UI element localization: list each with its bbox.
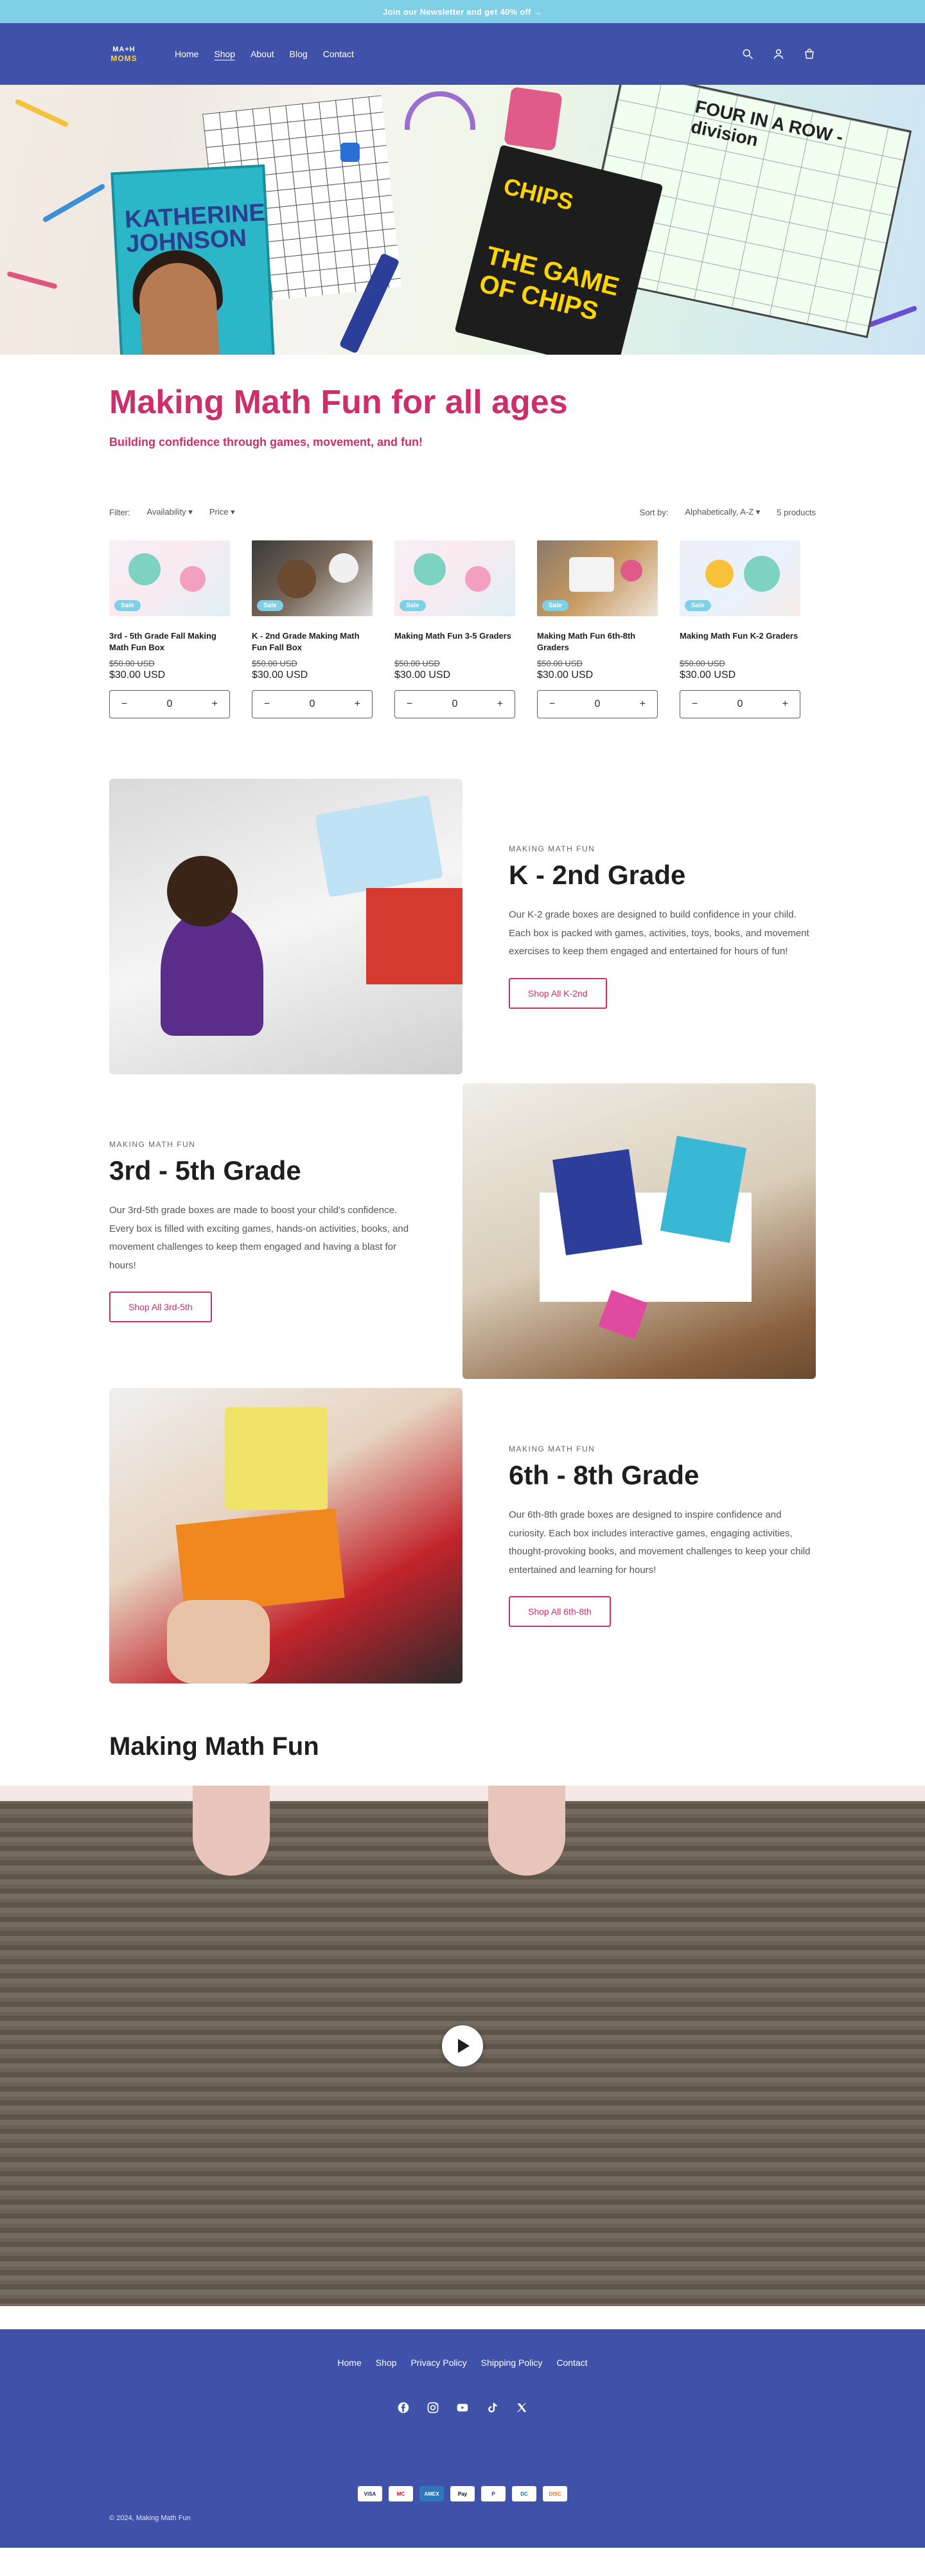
quantity-stepper (252, 690, 373, 718)
logo-line2: MOMS (110, 53, 137, 63)
product-title[interactable]: Making Math Fun K-2 Graders (680, 631, 798, 641)
product-image[interactable] (537, 540, 658, 616)
feature-eyebrow: MAKING MATH FUN (509, 844, 595, 854)
visa-icon: VISA (358, 2486, 382, 2501)
filter-label: Filter: (109, 507, 130, 517)
qty-minus-button[interactable]: − (407, 698, 413, 709)
price-filter[interactable]: Price ▾ (209, 507, 235, 517)
sale-price: $30.00 USD (252, 670, 308, 680)
search-icon[interactable] (741, 48, 754, 60)
regular-price: $50.00 USD (252, 659, 297, 668)
qty-minus-button[interactable]: − (121, 698, 128, 709)
tiktok-icon[interactable] (486, 2401, 498, 2414)
social-links (0, 2401, 925, 2414)
facebook-icon[interactable] (397, 2401, 410, 2414)
mastercard-icon: MC (389, 2486, 413, 2501)
feature-description: Our K-2 grade boxes are designed to build confidence in your child. Each box is packed with games, activities, toys, books, and movement exercises to keep them engaged and entertained for hours of fun! (509, 909, 809, 957)
header-icons (741, 48, 816, 60)
footer-link-shop[interactable]: Shop (375, 2358, 397, 2368)
product-image[interactable] (109, 540, 230, 616)
protractor (405, 91, 475, 130)
youtube-icon[interactable] (456, 2401, 469, 2414)
feature-image-k2 (109, 779, 463, 1074)
confetti (42, 183, 105, 223)
qty-plus-button[interactable]: + (639, 698, 646, 709)
footer-link-home[interactable]: Home (337, 2358, 362, 2368)
product-title[interactable]: Making Math Fun 6th-8th Graders (537, 631, 636, 652)
regular-price: $50.00 USD (537, 659, 583, 668)
feature-k2 (109, 779, 816, 1074)
feature-title: K - 2nd Grade (509, 860, 686, 891)
product-count: 5 products (777, 507, 816, 517)
collection-title: Making Math Fun for all ages (109, 384, 568, 421)
confetti (6, 271, 57, 289)
feature-eyebrow: MAKING MATH FUN (509, 1444, 595, 1453)
site-footer (0, 2329, 925, 2548)
calculator (504, 87, 563, 151)
qty-minus-button[interactable]: − (264, 698, 270, 709)
qty-value[interactable]: 0 (452, 698, 458, 709)
nav-contact[interactable]: Contact (322, 49, 354, 59)
product-card (537, 540, 658, 718)
feature-text-k2 (463, 844, 816, 1009)
qty-plus-button[interactable]: + (211, 698, 218, 709)
feature-text-3-5 (109, 1140, 463, 1322)
video-title: Making Math Fun (109, 1732, 319, 1761)
main-nav (175, 49, 354, 59)
footer-link-contact[interactable]: Contact (556, 2358, 588, 2368)
amex-icon: AMEX (419, 2486, 444, 2501)
play-button[interactable] (442, 2025, 483, 2066)
nav-blog[interactable]: Blog (289, 49, 308, 59)
nav-shop[interactable]: Shop (214, 49, 236, 59)
qty-value[interactable]: 0 (166, 698, 173, 709)
sale-price: $30.00 USD (680, 670, 736, 680)
feature-eyebrow: MAKING MATH FUN (109, 1140, 196, 1149)
product-title[interactable]: Making Math Fun 3-5 Graders (394, 631, 512, 641)
product-image[interactable] (680, 540, 800, 616)
nav-about[interactable]: About (251, 49, 274, 59)
dice (340, 143, 360, 162)
shop-all-6-8-button[interactable]: Shop All 6th-8th (509, 1596, 611, 1627)
footer-link-privacy[interactable]: Privacy Policy (410, 2358, 467, 2368)
hero-banner (0, 85, 925, 355)
footer-link-shipping[interactable]: Shipping Policy (480, 2358, 543, 2368)
product-card (680, 540, 800, 718)
availability-filter[interactable]: Availability ▾ (147, 507, 193, 517)
payment-icons (0, 2486, 925, 2501)
video-player[interactable] (0, 1786, 925, 2306)
feature-image-6-8 (109, 1388, 463, 1683)
footer-links (0, 2329, 925, 2368)
confetti (15, 98, 69, 127)
right-hand (488, 1786, 565, 1876)
feature-description: Our 6th-8th grade boxes are designed to inspire confidence and curiosity. Each box includes interactive games, engaging activities, thought-provoking books, and movement challenges to keep your child entertained and learning for hours! (509, 1509, 811, 1576)
product-image[interactable] (394, 540, 515, 616)
feature-image-3-5 (463, 1083, 816, 1379)
product-title[interactable]: 3rd - 5th Grade Fall Making Math Fun Box (109, 631, 216, 652)
qty-plus-button[interactable]: + (497, 698, 503, 709)
qty-minus-button[interactable]: − (692, 698, 698, 709)
collection-header (0, 355, 925, 449)
sort-select[interactable]: Alphabetically, A-Z ▾ (685, 507, 760, 517)
diners-club-icon: DC (512, 2486, 536, 2501)
feature-title: 3rd - 5th Grade (109, 1155, 301, 1186)
product-image[interactable] (252, 540, 373, 616)
apple-pay-icon: Pay (450, 2486, 475, 2501)
nav-home[interactable]: Home (175, 49, 199, 59)
shop-all-k2-button[interactable]: Shop All K-2nd (509, 978, 607, 1009)
qty-minus-button[interactable]: − (549, 698, 556, 709)
newsletter-link[interactable]: Join our Newsletter and get 40% off → (382, 6, 543, 17)
sale-badge: Sale (685, 600, 711, 611)
feature-title: 6th - 8th Grade (509, 1460, 700, 1490)
qty-value[interactable]: 0 (594, 698, 601, 709)
video-top-edge (0, 1786, 925, 1801)
product-card (394, 540, 515, 718)
discover-icon: DISC (543, 2486, 567, 2501)
sale-price: $30.00 USD (394, 670, 451, 680)
regular-price: $50.00 USD (680, 659, 725, 668)
chips-title-1: CHIPS (500, 172, 576, 216)
katherine-johnson-book (110, 164, 274, 355)
feature-6-8 (109, 1388, 816, 1683)
book-title: KATHERINE JOHNSON (124, 199, 266, 258)
site-header (0, 23, 925, 85)
cart-icon[interactable] (803, 48, 816, 60)
account-icon[interactable] (772, 48, 785, 60)
feature-description: Our 3rd-5th grade boxes are made to boost your child's confidence. Every box is filled with exciting games, hands-on activities, books, and movement challenges to keep them engaged and having a blast for hours! (109, 1205, 409, 1271)
announcement-bar (0, 0, 925, 23)
qty-value[interactable]: 0 (309, 698, 315, 709)
product-grid (109, 540, 816, 718)
sale-badge: Sale (542, 600, 568, 611)
quantity-stepper (109, 690, 230, 718)
x-icon[interactable] (515, 2401, 528, 2414)
copyright: © 2024, Making Math Fun (109, 2514, 191, 2522)
feature-text-6-8 (463, 1444, 816, 1627)
collection-subtitle: Building confidence through games, movement, and fun! (109, 436, 423, 449)
regular-price: $50.00 USD (394, 659, 440, 668)
quantity-stepper (537, 690, 658, 718)
qty-value[interactable]: 0 (737, 698, 743, 709)
qty-plus-button[interactable]: + (354, 698, 360, 709)
left-hand (193, 1786, 270, 1876)
logo[interactable] (109, 39, 139, 69)
regular-price: $50.00 USD (109, 659, 155, 668)
sale-badge: Sale (400, 600, 426, 611)
product-title[interactable]: K - 2nd Grade Making Math Fun Fall Box (252, 631, 360, 652)
quantity-stepper (680, 690, 800, 718)
sale-price: $30.00 USD (537, 670, 594, 680)
quantity-stepper (394, 690, 515, 718)
sale-price: $30.00 USD (109, 670, 166, 680)
sale-badge: Sale (114, 600, 141, 611)
sale-badge: Sale (257, 600, 283, 611)
row-card-title: FOUR IN A ROW - division (689, 96, 845, 150)
feature-3-5 (109, 1083, 816, 1379)
logo-line1: MA+H (112, 45, 136, 53)
instagram-icon[interactable] (427, 2401, 439, 2414)
filter-bar (109, 507, 816, 517)
qty-plus-button[interactable]: + (782, 698, 788, 709)
sort-label: Sort by: (639, 507, 669, 517)
shop-all-3-5-button[interactable]: Shop All 3rd-5th (109, 1292, 212, 1322)
paypal-icon: P (481, 2486, 506, 2501)
product-card (109, 540, 230, 718)
product-card (252, 540, 373, 718)
chips-title-2: THE GAME OF CHIPS (476, 241, 622, 326)
